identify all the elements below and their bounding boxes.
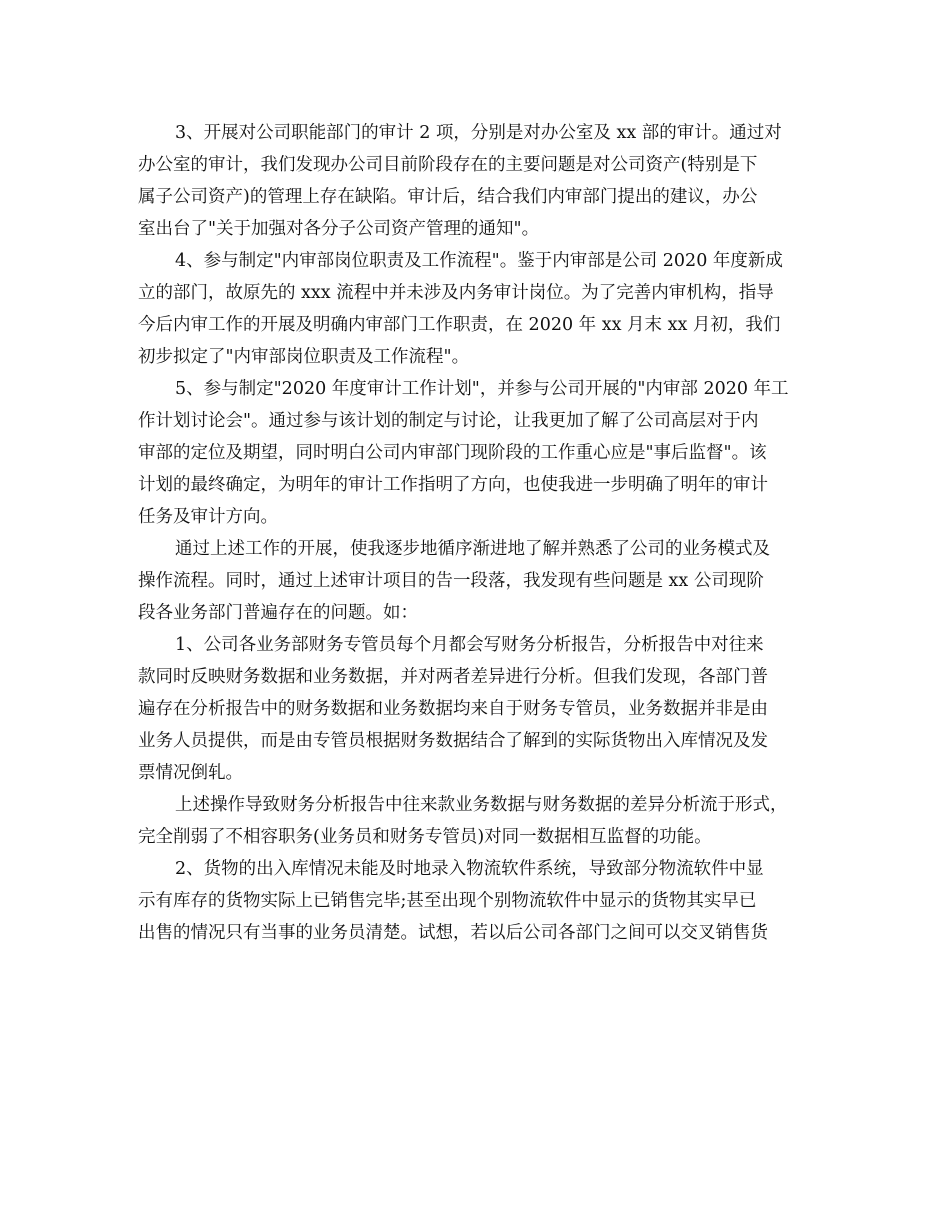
text-line: 业务人员提供，而是由专管员根据财务数据结合了解到的实际货物出入库情况及发 [138, 731, 768, 751]
text-line: 遍存在分析报告中的财务数据和业务数据均来自于财务专管员，业务数据并非是由 [138, 699, 768, 719]
text-line: 计划的最终确定，为明年的审计工作指明了方向，也使我进一步明确了明年的审计 [138, 475, 768, 495]
text-line: 4、参与制定"内审部岗位职责及工作流程"。鉴于内审部是公司 2020 年度新成 [175, 251, 783, 271]
text-line: 任务及审计方向。 [138, 507, 278, 527]
text-line: 属子公司资产)的管理上存在缺陷。审计后，结合我们内审部门提出的建议，办公 [138, 187, 758, 207]
text-line: 作计划讨论会"。通过参与该计划的制定与讨论，让我更加了解了公司高层对于内 [138, 411, 759, 431]
paragraph-summary-findings [138, 533, 814, 629]
text-line: 5、参与制定"2020 年度审计工作计划"，并参与公司开展的"内审部 2020 年工 [175, 379, 789, 399]
text-line: 出售的情况只有当事的业务员清楚。试想，若以后公司各部门之间可以交叉销售货 [138, 923, 768, 943]
text-line: 今后内审工作的开展及明确内审部门工作职责，在 2020 年 xx 月末 xx 月初，我们 [138, 315, 781, 335]
text-line: 款同时反映财务数据和业务数据，并对两者差异进行分析。但我们发现，各部门普 [138, 667, 768, 687]
paragraph-issue-inventory-logging [138, 853, 814, 949]
document-page [138, 117, 814, 949]
text-line: 段各业务部门普遍存在的问题。如： [138, 603, 418, 623]
text-line: 1、公司各业务部财务专管员每个月都会写财务分析报告，分析报告中对往来 [175, 635, 764, 655]
text-line: 完全削弱了不相容职务(业务员和财务专管员)对同一数据相互监督的功能。 [138, 827, 712, 847]
paragraph-consequence [138, 789, 814, 853]
text-line: 2、货物的出入库情况未能及时地录入物流软件系统，导致部分物流软件中显 [175, 859, 764, 879]
paragraph-issue-financial-reports [138, 629, 814, 789]
text-line: 票情况倒轧。 [138, 763, 243, 783]
text-line: 示有库存的货物实际上已销售完毕;甚至出现个别物流软件中显示的货物其实早已 [138, 891, 757, 911]
text-line: 室出台了"关于加强对各分子公司资产管理的通知"。 [138, 219, 540, 239]
paragraph-audit-work-plan [138, 373, 814, 533]
paragraph-job-duties-workflow [138, 245, 814, 373]
text-line: 办公室的审计，我们发现办公司目前阶段存在的主要问题是对公司资产(特别是下 [138, 155, 758, 175]
text-line: 通过上述工作的开展，使我逐步地循序渐进地了解并熟悉了公司的业务模式及 [175, 539, 770, 559]
text-line: 审部的定位及期望，同时明白公司内审部门现阶段的工作重心应是"事后监督"。该 [138, 443, 767, 463]
text-line: 立的部门，故原先的 xxx 流程中并未涉及内务审计岗位。为了完善内审机构，指导 [138, 283, 774, 303]
text-line: 操作流程。同时，通过上述审计项目的告一段落，我发现有些问题是 xx 公司现阶 [138, 571, 764, 591]
paragraph-audit-functional-departments [138, 117, 814, 245]
text-line: 初步拟定了"内审部岗位职责及工作流程"。 [138, 347, 470, 367]
text-line: 3、开展对公司职能部门的审计 2 项，分别是对办公室及 xx 部的审计。通过对 [175, 123, 782, 143]
text-line: 上述操作导致财务分析报告中往来款业务数据与财务数据的差异分析流于形式， [175, 795, 788, 815]
